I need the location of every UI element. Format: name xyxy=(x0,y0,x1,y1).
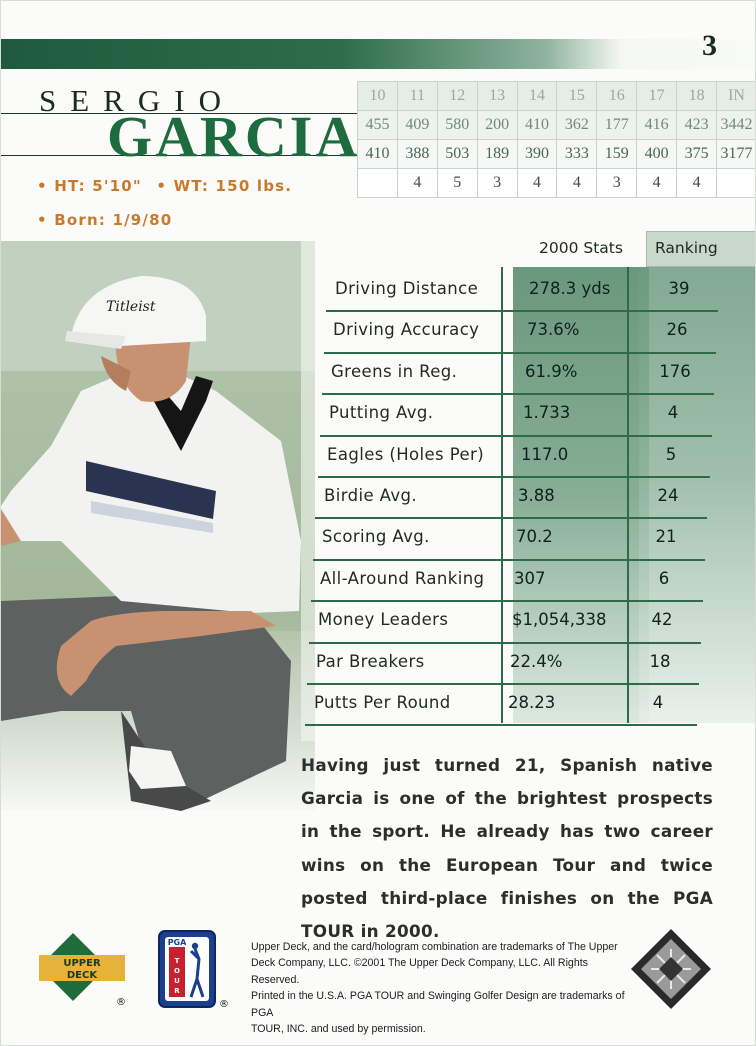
scorecard-cell: 5 xyxy=(437,169,477,198)
stat-rank: 5 xyxy=(665,444,677,464)
stat-value: 278.3 yds xyxy=(529,279,611,298)
stats-row xyxy=(1,519,756,560)
scorecard-cell: 15 xyxy=(557,82,597,111)
player-first-name: SERGIO xyxy=(39,83,235,118)
upper-deck-logo xyxy=(37,931,129,1009)
scorecard-cell: 423 xyxy=(677,111,717,140)
stat-label: Driving Distance xyxy=(335,279,479,298)
cap-logo-text: Titleist xyxy=(106,299,156,315)
scorecard-middle-yardage-row xyxy=(358,140,756,169)
legal-text xyxy=(251,939,629,1037)
scorecard-cell: 200 xyxy=(477,111,517,140)
legal-line: TOUR, INC. and used by permission. xyxy=(251,1023,426,1036)
stat-rank: 176 xyxy=(659,361,691,381)
stat-value: 73.6% xyxy=(527,320,580,340)
player-last-name: GARCIA xyxy=(107,104,361,169)
scorecard-cell: 455 xyxy=(358,111,398,140)
scorecard-cell: 3 xyxy=(597,169,637,198)
weight-text: • WT: 150 lbs. xyxy=(156,177,293,195)
stat-label: Putting Avg. xyxy=(329,403,434,423)
scorecard-cell xyxy=(358,169,398,198)
scorecard-back-yardage-row xyxy=(358,111,756,140)
scorecard-cell: 409 xyxy=(397,111,437,140)
top-green-band xyxy=(1,39,756,69)
stat-rank: 4 xyxy=(667,403,679,423)
scorecard-cell: 333 xyxy=(557,140,597,169)
stat-value: 3.88 xyxy=(518,486,555,505)
scorecard-holes-row xyxy=(358,82,756,111)
stats-ranking-header: Ranking xyxy=(646,231,756,267)
scorecard-cell: 13 xyxy=(477,82,517,111)
height-text: • HT: 5'10" xyxy=(37,177,142,195)
stat-label: Greens in Reg. xyxy=(331,361,458,381)
stat-value: $1,054,338 xyxy=(512,610,607,630)
scorecard-cell: 17 xyxy=(637,82,677,111)
stat-value: 61.9% xyxy=(525,361,578,381)
stat-rank: 21 xyxy=(655,527,677,547)
svg-text:T: T xyxy=(174,957,180,965)
svg-text:U: U xyxy=(174,977,180,985)
stat-rank: 39 xyxy=(668,279,690,298)
stat-rank: 24 xyxy=(657,486,679,505)
scorecard-cell: 18 xyxy=(677,82,717,111)
stat-rank: 42 xyxy=(651,610,673,630)
pga-tour-logo xyxy=(157,929,231,1011)
scorecard-cell: 3177 xyxy=(717,140,756,169)
svg-text:O: O xyxy=(174,967,180,975)
stat-label: Birdie Avg. xyxy=(324,486,418,505)
scorecard-cell: 400 xyxy=(637,140,677,169)
stats-value-divider xyxy=(501,267,503,723)
scorecard-cell: 3 xyxy=(477,169,517,198)
bio-height-weight xyxy=(37,177,292,195)
stats-row-divider xyxy=(305,724,697,726)
stats-row xyxy=(1,354,756,395)
scorecard-cell: 410 xyxy=(358,140,398,169)
scorecard-cell: 3442 xyxy=(717,111,756,140)
stats-row xyxy=(1,561,756,602)
legal-line: Upper Deck, and the card/hologram combination are trademarks of The Upper xyxy=(251,941,618,953)
scorecard-cell: 4 xyxy=(677,169,717,198)
hologram-seal xyxy=(629,927,713,1011)
stat-rank: 4 xyxy=(652,693,664,712)
scorecard-cell: 4 xyxy=(397,169,437,198)
upper-deck-logo-deck: DECK xyxy=(66,970,98,981)
stat-value: 22.4% xyxy=(510,651,563,671)
scorecard-cell: 410 xyxy=(517,111,557,140)
stats-row xyxy=(1,395,756,436)
stat-rank: 18 xyxy=(649,651,671,671)
stat-label: Eagles (Holes Per) xyxy=(327,444,485,464)
scorecard-cell: 11 xyxy=(397,82,437,111)
scorecard-cell: IN xyxy=(717,82,756,111)
stats-row xyxy=(1,478,756,519)
scorecard-cell: 10 xyxy=(358,82,398,111)
upper-deck-registered-mark: ® xyxy=(116,997,126,1008)
stat-value: 1.733 xyxy=(523,403,571,423)
stat-rank: 6 xyxy=(658,568,670,588)
scorecard-cell: 12 xyxy=(437,82,477,111)
legal-line: Deck Company, LLC. ©2001 The Upper Deck Company, LLC. All Rights Reserved. xyxy=(251,957,588,986)
stat-label: Money Leaders xyxy=(318,610,449,630)
scorecard-cell: 503 xyxy=(437,140,477,169)
pga-registered-mark: ® xyxy=(219,999,229,1010)
scorecard-cell: 4 xyxy=(637,169,677,198)
stats-rank-divider xyxy=(627,267,629,723)
scorecard-cell: 16 xyxy=(597,82,637,111)
player-blurb: Having just turned 21, Spanish native Garcia is one of the brightest prospects in the sport. He already has two career wins on the European Tour and twice posted third-place finishes on the PGA TOUR in 2000. xyxy=(301,755,713,942)
scorecard-par-row xyxy=(358,169,756,198)
scorecard-cell: 14 xyxy=(517,82,557,111)
stats-row xyxy=(1,437,756,478)
stat-rank: 26 xyxy=(666,320,688,340)
stat-label: Scoring Avg. xyxy=(322,527,430,547)
stat-label: Par Breakers xyxy=(316,651,425,671)
stats-row xyxy=(1,312,756,353)
stat-label: Driving Accuracy xyxy=(333,320,480,340)
stats-row xyxy=(1,685,756,726)
card-number: 3 xyxy=(702,29,717,62)
stats-row xyxy=(1,644,756,685)
scorecard-table xyxy=(357,81,756,198)
scorecard-cell: 580 xyxy=(437,111,477,140)
scorecard-cell: 177 xyxy=(597,111,637,140)
scorecard-cell: 159 xyxy=(597,140,637,169)
bio-born: • Born: 1/9/80 xyxy=(37,211,173,229)
scorecard-cell: 416 xyxy=(637,111,677,140)
upper-deck-logo-upper: UPPER xyxy=(63,958,101,969)
stat-value: 307 xyxy=(514,568,546,588)
pga-logo-text: PGA xyxy=(167,938,187,947)
scorecard-cell xyxy=(717,169,756,198)
stat-label: Putts Per Round xyxy=(314,693,451,712)
scorecard-cell: 388 xyxy=(397,140,437,169)
stat-value: 117.0 xyxy=(521,444,569,464)
stats-row xyxy=(1,602,756,643)
stat-value: 70.2 xyxy=(516,527,553,547)
legal-line: Printed in the U.S.A. PGA TOUR and Swinging Golfer Design are trademarks of PGA xyxy=(251,990,625,1019)
stats-year-header: 2000 Stats xyxy=(539,239,623,257)
scorecard-cell: 390 xyxy=(517,140,557,169)
scorecard-cell: 375 xyxy=(677,140,717,169)
stat-label: All-Around Ranking xyxy=(320,568,485,588)
stat-value: 28.23 xyxy=(508,693,556,712)
stats-row xyxy=(1,271,756,312)
scorecard-cell: 362 xyxy=(557,111,597,140)
scorecard-cell: 189 xyxy=(477,140,517,169)
scorecard-cell: 4 xyxy=(557,169,597,198)
scorecard-cell: 4 xyxy=(517,169,557,198)
svg-text:R: R xyxy=(174,987,180,995)
